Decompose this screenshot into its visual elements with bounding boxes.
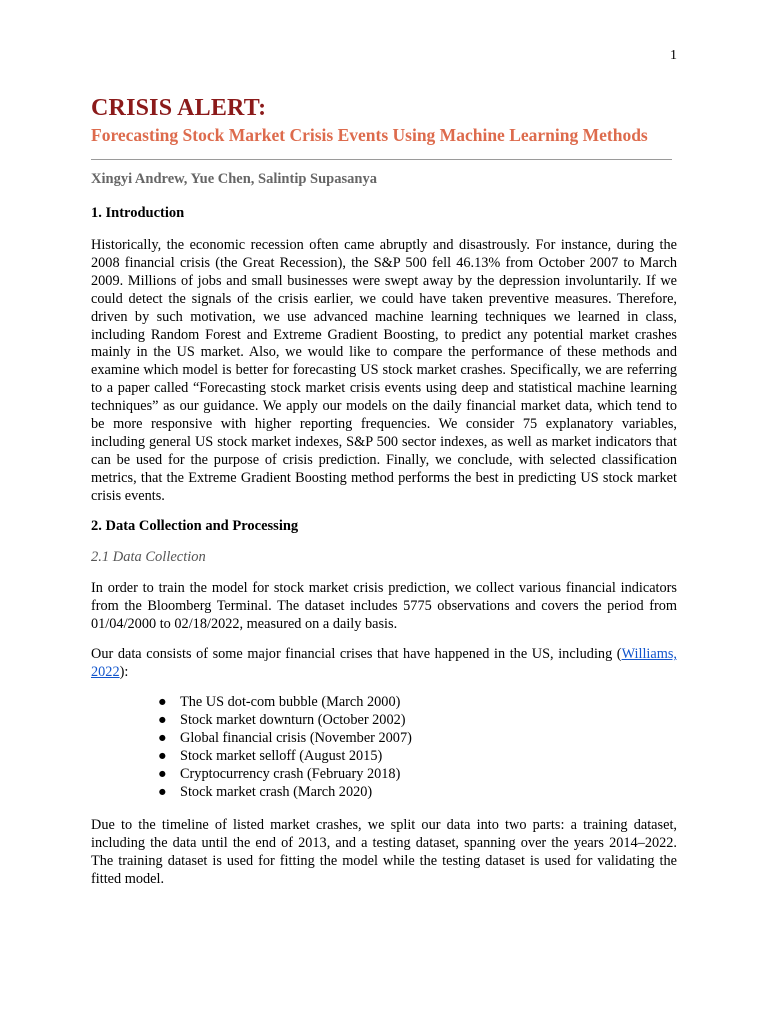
- list-item-text: Stock market downturn (October 2002): [180, 711, 406, 728]
- title-divider: [91, 159, 672, 160]
- crisis-list: [158, 694, 412, 801]
- dataset-split-paragraph: Due to the timeline of listed market crashes, we split our data into two parts: a training dataset, including the data until the end of 2013, and a testing dataset, spanning over the years 2014–2022. The training dataset is used for fitting the model while the testing dataset is used for validating the fitted model.: [91, 817, 677, 887]
- author-list: Xingyi Andrew, Yue Chen, Salintip Supasanya: [91, 171, 377, 187]
- list-item-text: Stock market selloff (August 2015): [180, 747, 383, 764]
- list-item: [158, 730, 412, 748]
- crises-intro-text: Our data consists of some major financial crises that have happened in the US, including (: [91, 646, 622, 662]
- list-item-text: Cryptocurrency crash (February 2018): [180, 765, 401, 782]
- list-item: [158, 784, 412, 802]
- page-number: 1: [670, 48, 677, 63]
- paper-title: CRISIS ALERT:: [91, 95, 267, 121]
- subsection-heading-data-collection: 2.1 Data Collection: [91, 549, 206, 565]
- data-collection-paragraph: In order to train the model for stock market crisis prediction, we collect various financial indicators from the Bloomberg Terminal. The dataset includes 5775 observations and covers the period from 01/04/2000 to 02/18/2022, measured on a daily basis.: [91, 580, 677, 632]
- bullet-icon: ●: [158, 711, 167, 728]
- list-item: [158, 712, 412, 730]
- list-item: [158, 694, 412, 712]
- bullet-icon: ●: [158, 694, 167, 710]
- section-heading-introduction: 1. Introduction: [91, 205, 185, 221]
- crises-intro-tail: ):: [119, 663, 129, 680]
- list-item-text: The US dot-com bubble (March 2000): [180, 694, 401, 710]
- list-item: [158, 766, 412, 784]
- list-item-text: Stock market crash (March 2020): [180, 783, 373, 800]
- bullet-icon: ●: [158, 783, 167, 800]
- section-heading-data-collection: 2. Data Collection and Processing: [91, 518, 299, 534]
- crises-intro-paragraph: [91, 646, 677, 682]
- bullet-icon: ●: [158, 747, 167, 764]
- citation-link-williams-2022[interactable]: Williams, 2022: [91, 646, 677, 680]
- list-item: [158, 748, 412, 766]
- list-item-text: Global financial crisis (November 2007): [180, 729, 412, 746]
- bullet-icon: ●: [158, 729, 167, 746]
- bullet-icon: ●: [158, 765, 167, 782]
- paper-subtitle: Forecasting Stock Market Crisis Events Using Machine Learning Methods: [91, 125, 648, 145]
- introduction-paragraph: Historically, the economic recession often came abruptly and disastrously. For instance, during the 2008 financial crisis (the Great Recession), the S&P 500 fell 46.13% from October 2007 to March 2009. Millions of jobs and small businesses were swept away by the depression involuntarily. If we could detect the signals of the crisis earlier, we could have taken preventive measures. Therefore, driven by such motivation, we use advanced machine learning techniques we learned in class, including Random Forest and Extreme Gradient Boosting, to predict any potential market crashes mainly in the US market. Also, we would like to compare the performance of these methods and examine which model is better for forecasting US stock market crashes. Specifically, we are referring to a paper called “Forecasting stock market crisis events using deep and statistical machine learning techniques” as our guidance. We apply our models on the daily financial market data, which tend to be more responsive with higher reporting frequencies. We consider 75 explanatory variables, including general US stock market indexes, S&P 500 sector indexes, as well as market indicators that can be used for the purpose of crisis prediction. Finally, we conclude, with selected classification metrics, that the Extreme Gradient Boosting method performs the best in predicting US stock market crisis events.: [91, 237, 677, 504]
